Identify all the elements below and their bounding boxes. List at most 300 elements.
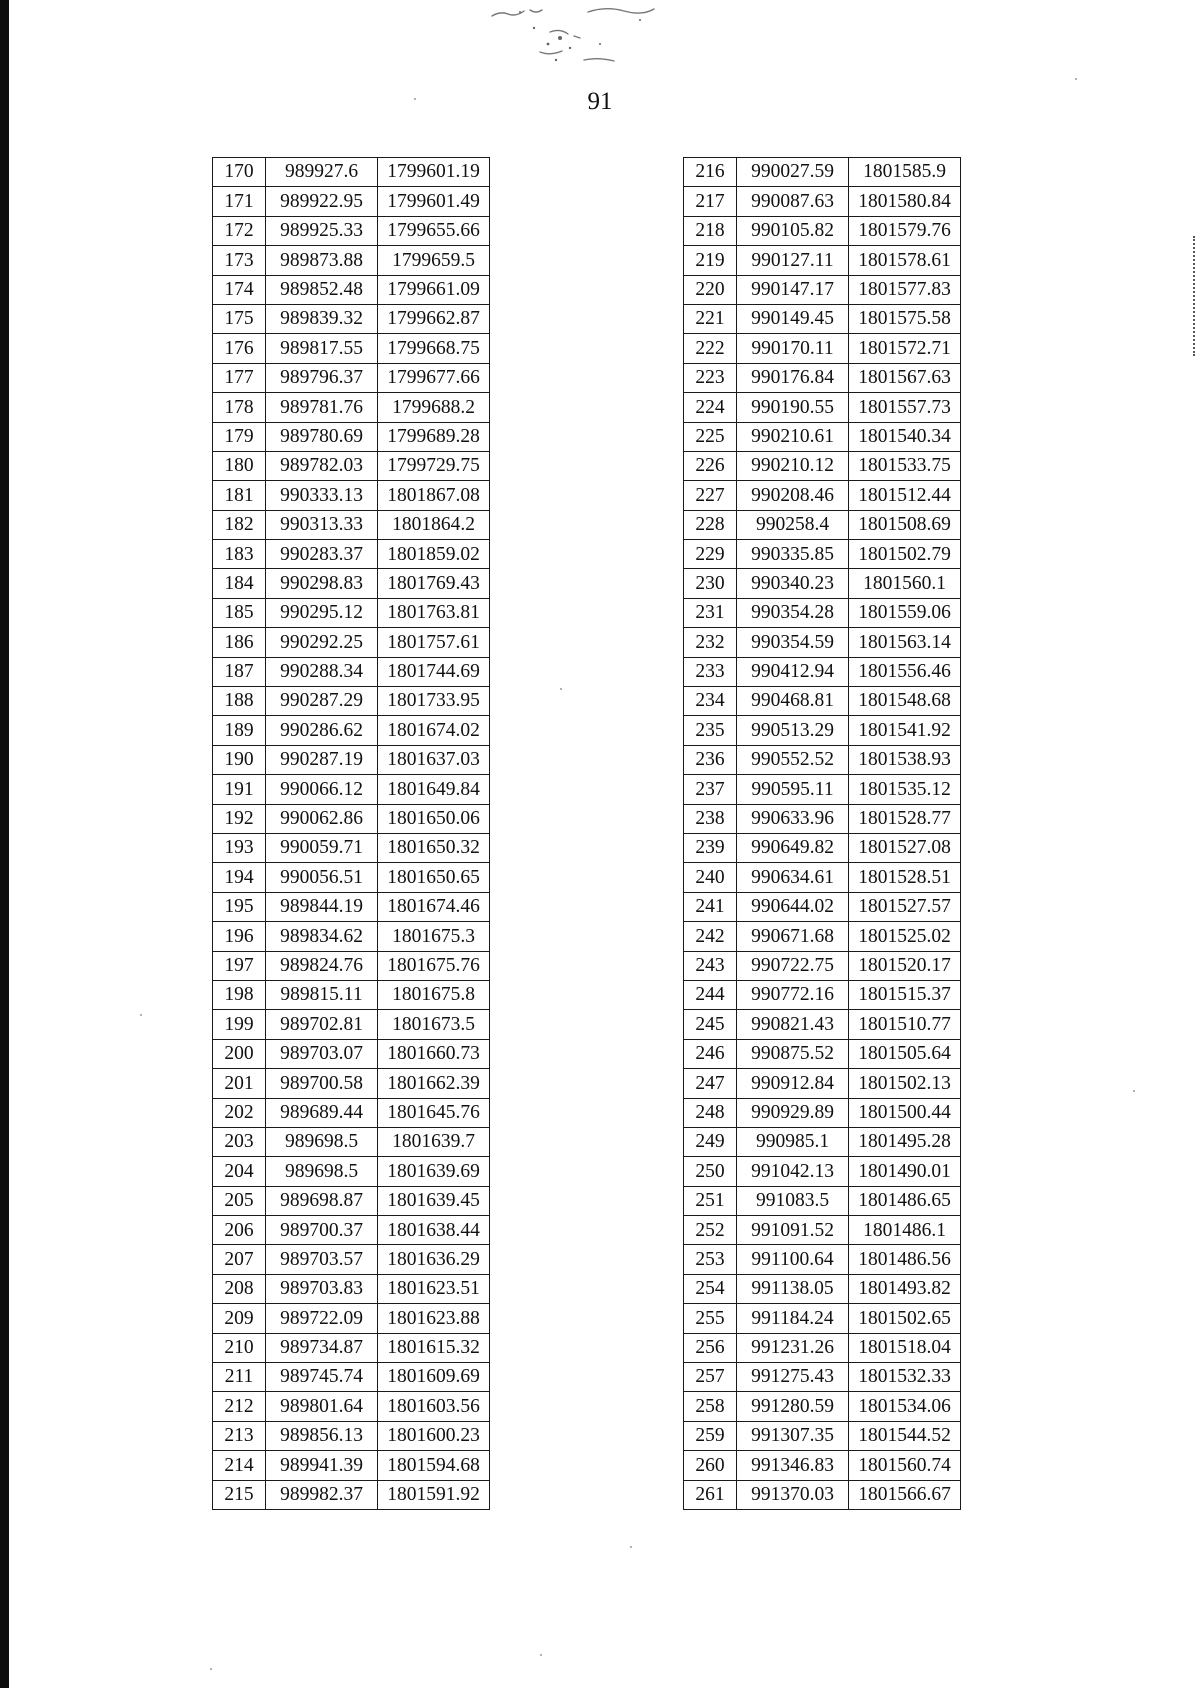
table-row [684,1127,961,1156]
x-coordinate-cell: 991042.13 [737,1157,849,1186]
y-coordinate-cell: 1801540.34 [849,422,961,451]
table-row [213,745,490,774]
point-number-cell: 191 [213,775,266,804]
scan-speck [1133,1090,1135,1092]
point-number-cell: 215 [213,1480,266,1509]
point-number-cell: 248 [684,1098,737,1127]
y-coordinate-cell: 1801575.58 [849,304,961,333]
point-number-cell: 193 [213,833,266,862]
y-coordinate-cell: 1801650.65 [378,863,490,892]
x-coordinate-cell: 991275.43 [737,1363,849,1392]
table-row [213,187,490,216]
point-number-cell: 235 [684,716,737,745]
x-coordinate-cell: 991370.03 [737,1480,849,1509]
x-coordinate-cell: 989781.76 [266,393,378,422]
point-number-cell: 189 [213,716,266,745]
point-number-cell: 241 [684,892,737,921]
table-row [213,540,490,569]
y-coordinate-cell: 1801532.33 [849,1363,961,1392]
point-number-cell: 221 [684,304,737,333]
point-number-cell: 183 [213,540,266,569]
y-coordinate-cell: 1801769.43 [378,569,490,598]
point-number-cell: 179 [213,422,266,451]
y-coordinate-cell: 1801585.9 [849,158,961,187]
x-coordinate-cell: 989927.6 [266,158,378,187]
y-coordinate-cell: 1801578.61 [849,246,961,275]
x-coordinate-cell: 990595.11 [737,775,849,804]
point-number-cell: 207 [213,1245,266,1274]
x-coordinate-cell: 990354.59 [737,628,849,657]
table-row [213,1333,490,1362]
y-coordinate-cell: 1799668.75 [378,334,490,363]
point-number-cell: 232 [684,628,737,657]
y-coordinate-cell: 1801579.76 [849,216,961,245]
x-coordinate-cell: 989844.19 [266,892,378,921]
point-number-cell: 201 [213,1069,266,1098]
x-coordinate-cell: 989703.83 [266,1274,378,1303]
y-coordinate-cell: 1801763.81 [378,598,490,627]
y-coordinate-cell: 1801577.83 [849,275,961,304]
point-number-cell: 247 [684,1069,737,1098]
point-number-cell: 192 [213,804,266,833]
x-coordinate-cell: 990340.23 [737,569,849,598]
x-coordinate-cell: 990412.94 [737,657,849,686]
point-number-cell: 202 [213,1098,266,1127]
x-coordinate-cell: 989698.87 [266,1186,378,1215]
table-row [684,187,961,216]
scan-speck [210,1668,212,1670]
y-coordinate-cell: 1799677.66 [378,363,490,392]
x-coordinate-cell: 990287.19 [266,745,378,774]
point-number-cell: 212 [213,1392,266,1421]
point-number-cell: 206 [213,1216,266,1245]
y-coordinate-cell: 1801528.51 [849,863,961,892]
x-coordinate-cell: 991307.35 [737,1421,849,1450]
point-number-cell: 208 [213,1274,266,1303]
x-coordinate-cell: 990912.84 [737,1069,849,1098]
y-coordinate-cell: 1801486.56 [849,1245,961,1274]
x-coordinate-cell: 989700.58 [266,1069,378,1098]
table-row [684,1098,961,1127]
y-coordinate-cell: 1801556.46 [849,657,961,686]
y-coordinate-cell: 1801528.77 [849,804,961,833]
table-row [213,1245,490,1274]
point-number-cell: 194 [213,863,266,892]
scan-noise-marks [490,0,720,75]
point-number-cell: 187 [213,657,266,686]
point-number-cell: 246 [684,1039,737,1068]
y-coordinate-cell: 1801502.79 [849,540,961,569]
y-coordinate-cell: 1801527.57 [849,892,961,921]
x-coordinate-cell: 991346.83 [737,1451,849,1480]
y-coordinate-cell: 1801603.56 [378,1392,490,1421]
x-coordinate-cell: 990287.29 [266,687,378,716]
y-coordinate-cell: 1801495.28 [849,1127,961,1156]
point-number-cell: 226 [684,451,737,480]
point-number-cell: 243 [684,951,737,980]
point-number-cell: 237 [684,775,737,804]
x-coordinate-cell: 991184.24 [737,1304,849,1333]
table-row [684,863,961,892]
x-coordinate-cell: 990552.52 [737,745,849,774]
table-row [684,451,961,480]
table-row [684,892,961,921]
table-row [213,1127,490,1156]
table-row [213,1010,490,1039]
point-number-cell: 210 [213,1333,266,1362]
table-row [684,422,961,451]
table-row [684,1245,961,1274]
y-coordinate-cell: 1799659.5 [378,246,490,275]
table-row [684,1274,961,1303]
table-row [213,393,490,422]
point-number-cell: 230 [684,569,737,598]
x-coordinate-cell: 990066.12 [266,775,378,804]
table-row [684,1363,961,1392]
x-coordinate-cell: 990335.85 [737,540,849,569]
x-coordinate-cell: 989839.32 [266,304,378,333]
table-row [684,246,961,275]
y-coordinate-cell: 1801559.06 [849,598,961,627]
x-coordinate-cell: 989745.74 [266,1363,378,1392]
y-coordinate-cell: 1801591.92 [378,1480,490,1509]
x-coordinate-cell: 990127.11 [737,246,849,275]
y-coordinate-cell: 1801674.46 [378,892,490,921]
point-number-cell: 240 [684,863,737,892]
x-coordinate-cell: 990059.71 [266,833,378,862]
point-number-cell: 259 [684,1421,737,1450]
point-number-cell: 222 [684,334,737,363]
table-row [684,1010,961,1039]
scan-speck [1075,78,1077,80]
y-coordinate-cell: 1799661.09 [378,275,490,304]
table-row [213,1069,490,1098]
x-coordinate-cell: 991231.26 [737,1333,849,1362]
x-coordinate-cell: 990087.63 [737,187,849,216]
x-coordinate-cell: 989815.11 [266,980,378,1009]
y-coordinate-cell: 1801538.93 [849,745,961,774]
table-row [684,334,961,363]
point-number-cell: 219 [684,246,737,275]
table-row [684,951,961,980]
y-coordinate-cell: 1801639.69 [378,1157,490,1186]
table-row [213,510,490,539]
x-coordinate-cell: 989722.09 [266,1304,378,1333]
table-row [684,980,961,1009]
table-row [213,687,490,716]
y-coordinate-cell: 1801566.67 [849,1480,961,1509]
y-coordinate-cell: 1801500.44 [849,1098,961,1127]
y-coordinate-cell: 1801548.68 [849,687,961,716]
y-coordinate-cell: 1801505.64 [849,1039,961,1068]
point-number-cell: 242 [684,922,737,951]
table-row [213,334,490,363]
y-coordinate-cell: 1801541.92 [849,716,961,745]
y-coordinate-cell: 1801636.29 [378,1245,490,1274]
table-row [213,1480,490,1509]
table-row [213,158,490,187]
table-row [213,422,490,451]
x-coordinate-cell: 991083.5 [737,1186,849,1215]
table-row [213,1039,490,1068]
y-coordinate-cell: 1801650.06 [378,804,490,833]
x-coordinate-cell: 990283.37 [266,540,378,569]
x-coordinate-cell: 990190.55 [737,393,849,422]
table-row [684,922,961,951]
point-number-cell: 251 [684,1186,737,1215]
table-row [213,863,490,892]
y-coordinate-cell: 1801518.04 [849,1333,961,1362]
y-coordinate-cell: 1801660.73 [378,1039,490,1068]
x-coordinate-cell: 990513.29 [737,716,849,745]
x-coordinate-cell: 990985.1 [737,1127,849,1156]
x-coordinate-cell: 991280.59 [737,1392,849,1421]
y-coordinate-cell: 1801623.51 [378,1274,490,1303]
point-number-cell: 250 [684,1157,737,1186]
table-row [684,657,961,686]
point-number-cell: 199 [213,1010,266,1039]
table-row [213,1098,490,1127]
y-coordinate-cell: 1801639.7 [378,1127,490,1156]
point-number-cell: 260 [684,1451,737,1480]
point-number-cell: 245 [684,1010,737,1039]
y-coordinate-cell: 1801757.61 [378,628,490,657]
table-row [684,393,961,422]
x-coordinate-cell: 990633.96 [737,804,849,833]
table-row [684,304,961,333]
table-row [684,1451,961,1480]
x-coordinate-cell: 990821.43 [737,1010,849,1039]
x-coordinate-cell: 991100.64 [737,1245,849,1274]
x-coordinate-cell: 989801.64 [266,1392,378,1421]
table-row [213,980,490,1009]
x-coordinate-cell: 991138.05 [737,1274,849,1303]
y-coordinate-cell: 1801859.02 [378,540,490,569]
table-row [213,657,490,686]
table-row [684,1186,961,1215]
y-coordinate-cell: 1801600.23 [378,1421,490,1450]
point-number-cell: 203 [213,1127,266,1156]
x-coordinate-cell: 989689.44 [266,1098,378,1127]
table-row [684,1421,961,1450]
point-number-cell: 236 [684,745,737,774]
point-number-cell: 173 [213,246,266,275]
x-coordinate-cell: 989780.69 [266,422,378,451]
y-coordinate-cell: 1801744.69 [378,657,490,686]
x-coordinate-cell: 989856.13 [266,1421,378,1450]
table-row [213,1304,490,1333]
y-coordinate-cell: 1801535.12 [849,775,961,804]
point-number-cell: 196 [213,922,266,951]
y-coordinate-cell: 1801520.17 [849,951,961,980]
x-coordinate-cell: 990147.17 [737,275,849,304]
x-coordinate-cell: 990105.82 [737,216,849,245]
table-row [213,1186,490,1215]
y-coordinate-cell: 1801649.84 [378,775,490,804]
x-coordinate-cell: 989700.37 [266,1216,378,1245]
point-number-cell: 175 [213,304,266,333]
table-row [684,481,961,510]
x-coordinate-cell: 990634.61 [737,863,849,892]
point-number-cell: 239 [684,833,737,862]
point-number-cell: 209 [213,1304,266,1333]
x-coordinate-cell: 990649.82 [737,833,849,862]
table-row [684,216,961,245]
y-coordinate-cell: 1801662.39 [378,1069,490,1098]
y-coordinate-cell: 1801490.01 [849,1157,961,1186]
y-coordinate-cell: 1801650.32 [378,833,490,862]
x-coordinate-cell: 989796.37 [266,363,378,392]
point-number-cell: 228 [684,510,737,539]
table-row [213,1363,490,1392]
x-coordinate-cell: 990298.83 [266,569,378,598]
table-row [684,745,961,774]
page-number: 91 [587,88,613,115]
point-number-cell: 216 [684,158,737,187]
point-number-cell: 186 [213,628,266,657]
table-row [684,1392,961,1421]
y-coordinate-cell: 1801637.03 [378,745,490,774]
table-row [213,892,490,921]
table-row [684,1157,961,1186]
y-coordinate-cell: 1801525.02 [849,922,961,951]
table-row [213,481,490,510]
point-number-cell: 198 [213,980,266,1009]
table-row [213,775,490,804]
table-row [213,804,490,833]
point-number-cell: 214 [213,1451,266,1480]
point-number-cell: 257 [684,1363,737,1392]
x-coordinate-cell: 990170.11 [737,334,849,363]
scan-speck [560,688,562,690]
x-coordinate-cell: 990875.52 [737,1039,849,1068]
scan-edge-mark [1193,236,1195,356]
point-number-cell: 218 [684,216,737,245]
x-coordinate-cell: 989873.88 [266,246,378,275]
y-coordinate-cell: 1801533.75 [849,451,961,480]
table-row [684,363,961,392]
y-coordinate-cell: 1801486.65 [849,1186,961,1215]
x-coordinate-cell: 990288.34 [266,657,378,686]
x-coordinate-cell: 990295.12 [266,598,378,627]
x-coordinate-cell: 989703.57 [266,1245,378,1274]
point-number-cell: 252 [684,1216,737,1245]
x-coordinate-cell: 990210.61 [737,422,849,451]
point-number-cell: 244 [684,980,737,1009]
x-coordinate-cell: 990176.84 [737,363,849,392]
point-number-cell: 184 [213,569,266,598]
x-coordinate-cell: 990208.46 [737,481,849,510]
table-row [684,833,961,862]
point-number-cell: 258 [684,1392,737,1421]
x-coordinate-cell: 989782.03 [266,451,378,480]
point-number-cell: 223 [684,363,737,392]
coordinates-table-right [683,157,961,1510]
point-number-cell: 255 [684,1304,737,1333]
y-coordinate-cell: 1801510.77 [849,1010,961,1039]
point-number-cell: 181 [213,481,266,510]
point-number-cell: 204 [213,1157,266,1186]
y-coordinate-cell: 1801609.69 [378,1363,490,1392]
table-row [684,569,961,598]
point-number-cell: 200 [213,1039,266,1068]
table-row [213,451,490,480]
y-coordinate-cell: 1801733.95 [378,687,490,716]
x-coordinate-cell: 990772.16 [737,980,849,1009]
x-coordinate-cell: 989698.5 [266,1157,378,1186]
point-number-cell: 171 [213,187,266,216]
x-coordinate-cell: 989734.87 [266,1333,378,1362]
point-number-cell: 174 [213,275,266,304]
table-row [684,716,961,745]
x-coordinate-cell: 989852.48 [266,275,378,304]
table-row [213,1451,490,1480]
y-coordinate-cell: 1799688.2 [378,393,490,422]
point-number-cell: 205 [213,1186,266,1215]
table-row [684,1069,961,1098]
y-coordinate-cell: 1801560.1 [849,569,961,598]
x-coordinate-cell: 990333.13 [266,481,378,510]
scan-speck [540,1654,542,1656]
point-number-cell: 197 [213,951,266,980]
x-coordinate-cell: 989703.07 [266,1039,378,1068]
point-number-cell: 234 [684,687,737,716]
table-row [684,628,961,657]
y-coordinate-cell: 1801674.02 [378,716,490,745]
point-number-cell: 172 [213,216,266,245]
y-coordinate-cell: 1801486.1 [849,1216,961,1245]
y-coordinate-cell: 1799662.87 [378,304,490,333]
x-coordinate-cell: 990468.81 [737,687,849,716]
point-number-cell: 190 [213,745,266,774]
scan-speck [630,1546,632,1548]
scan-speck [140,1014,142,1016]
table-row [213,1216,490,1245]
point-number-cell: 177 [213,363,266,392]
y-coordinate-cell: 1801645.76 [378,1098,490,1127]
table-row [684,804,961,833]
table-row [213,569,490,598]
point-number-cell: 211 [213,1363,266,1392]
table-row [213,1157,490,1186]
y-coordinate-cell: 1801560.74 [849,1451,961,1480]
x-coordinate-cell: 989824.76 [266,951,378,980]
table-row [684,158,961,187]
y-coordinate-cell: 1801638.44 [378,1216,490,1245]
table-row [213,216,490,245]
x-coordinate-cell: 990062.86 [266,804,378,833]
scan-edge-bar [0,0,9,1688]
y-coordinate-cell: 1801867.08 [378,481,490,510]
y-coordinate-cell: 1801557.73 [849,393,961,422]
y-coordinate-cell: 1801508.69 [849,510,961,539]
point-number-cell: 178 [213,393,266,422]
table-row [684,275,961,304]
x-coordinate-cell: 989941.39 [266,1451,378,1480]
y-coordinate-cell: 1799689.28 [378,422,490,451]
x-coordinate-cell: 990210.12 [737,451,849,480]
table-row [684,510,961,539]
y-coordinate-cell: 1801534.06 [849,1392,961,1421]
point-number-cell: 180 [213,451,266,480]
x-coordinate-cell: 990671.68 [737,922,849,951]
y-coordinate-cell: 1801512.44 [849,481,961,510]
table-row [213,833,490,862]
table-row [684,540,961,569]
table-row [213,275,490,304]
x-coordinate-cell: 990292.25 [266,628,378,657]
table-row [684,687,961,716]
